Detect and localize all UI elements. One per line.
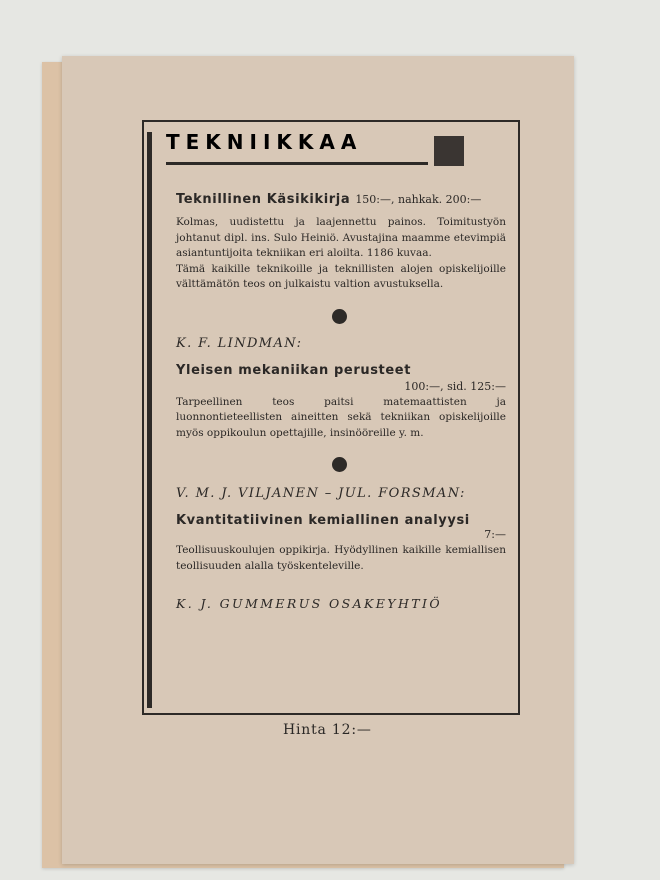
heading-block-ornament — [434, 136, 464, 166]
book-author: K. F. LINDMAN: — [176, 335, 303, 351]
frame-left-rule — [147, 132, 152, 708]
separator-dot — [332, 457, 347, 472]
book-description: Tarpeellinen teos paitsi matemaattisten ja luonnontieteellisten aineitten sekä tekniikan opiskelijoille myös oppikoulun opettajille, insinööreille y. m. — [176, 395, 506, 439]
book-description: Teollisuuskoulujen oppikirja. Hyödyllinen kaikille kemiallisen teollisuuden alalla työskenteleville. — [176, 544, 506, 572]
book-title: Teknillinen Käsikikirja — [176, 192, 351, 207]
heading-rule — [166, 162, 428, 165]
book-listing-1 — [166, 188, 506, 611]
cover-price: Hinta 12:— — [283, 722, 372, 738]
book-price: 100:—, sid. 125:— — [404, 379, 506, 393]
book-title: Kvantitatiivinen kemiallinen analyysi — [176, 513, 470, 528]
advertisement-frame — [142, 120, 520, 715]
book-description: Kolmas, uudistettu ja laajennettu painos. Toimitustyön johtanut dipl. ins. Sulo Heiniö. Avustajina maamme etevimpiä asiantuntijoita tekniikan eri aloilta. 1186 kuvaa. — [176, 216, 506, 259]
publisher-name: K. J. GUMMERUS OSAKEYHTIÖ — [176, 596, 442, 611]
back-cover — [62, 56, 574, 864]
book-description-2: Tämä kaikille teknikoille ja teknillisten alojen opiskelijoille välttämätön teos on julkaistu valtion avustuksella. — [176, 262, 506, 290]
book-title: Yleisen mekaniikan perusteet — [176, 362, 412, 378]
book-price: 150:—, nahkak. 200:— — [355, 193, 482, 206]
book-price: 7:— — [484, 528, 506, 541]
separator-dot — [332, 309, 347, 324]
section-heading: TEKNIIKKAA — [166, 130, 363, 154]
book-author: V. M. J. VILJANEN – JUL. FORSMAN: — [176, 486, 466, 501]
